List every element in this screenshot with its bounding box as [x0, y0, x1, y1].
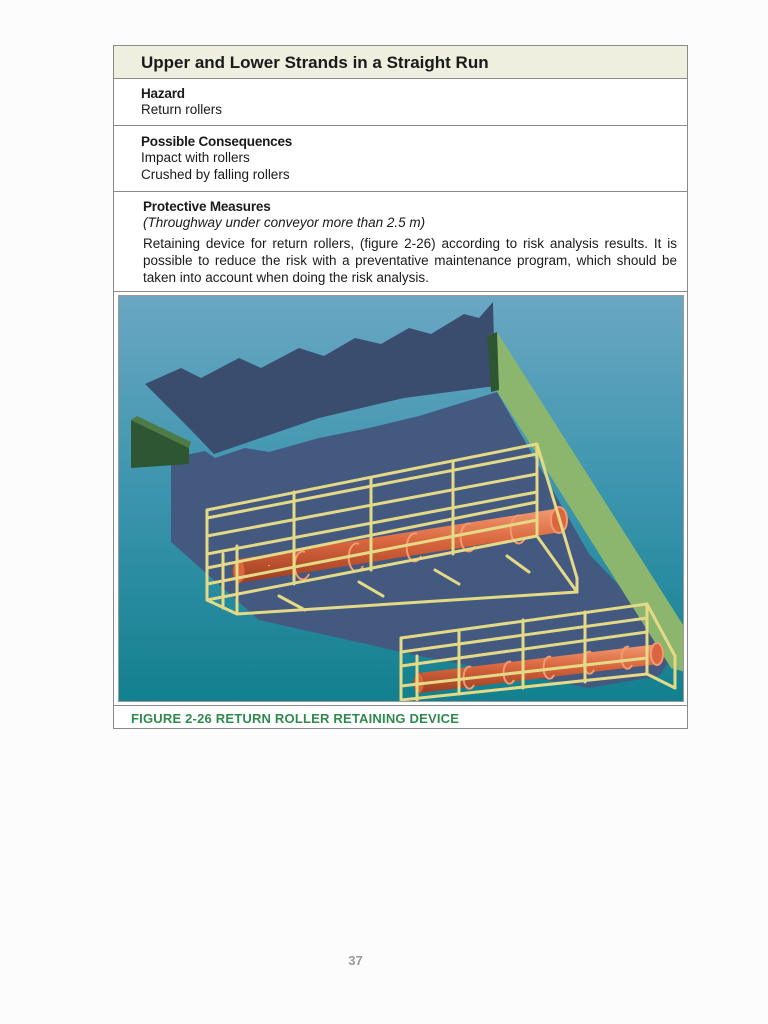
figure-illustration: [118, 295, 684, 702]
protective-heading: Protective Measures: [143, 199, 271, 214]
page-title: Upper and Lower Strands in a Straight Run: [141, 53, 489, 72]
figure-caption: FIGURE 2-26 RETURN ROLLER RETAINING DEVICE: [131, 711, 460, 726]
protective-measures-section: [114, 192, 687, 292]
title-bar: [114, 46, 687, 79]
conveyor-illustration: [119, 296, 684, 702]
hazard-section: [114, 79, 687, 126]
consequence-item: Crushed by falling rollers: [141, 167, 290, 182]
page-number: 37: [348, 953, 363, 968]
consequence-item: Impact with rollers: [141, 150, 250, 165]
consequences-section: [114, 126, 687, 192]
hazard-table: [113, 45, 688, 729]
consequences-heading: Possible Consequences: [141, 134, 293, 149]
throughway-condition: (Throughway under conveyor more than 2.5 m): [143, 215, 426, 230]
hazard-text: Return rollers: [141, 102, 223, 117]
protective-text: Retaining device for return rollers, (figure 2-26) according to risk analysis results. It is possible to reduce the risk with a preventative maintenance program, which should be taken into account when doing the risk analysis.: [143, 236, 677, 285]
hazard-heading: Hazard: [141, 86, 185, 101]
figure-caption-row: [114, 705, 687, 730]
